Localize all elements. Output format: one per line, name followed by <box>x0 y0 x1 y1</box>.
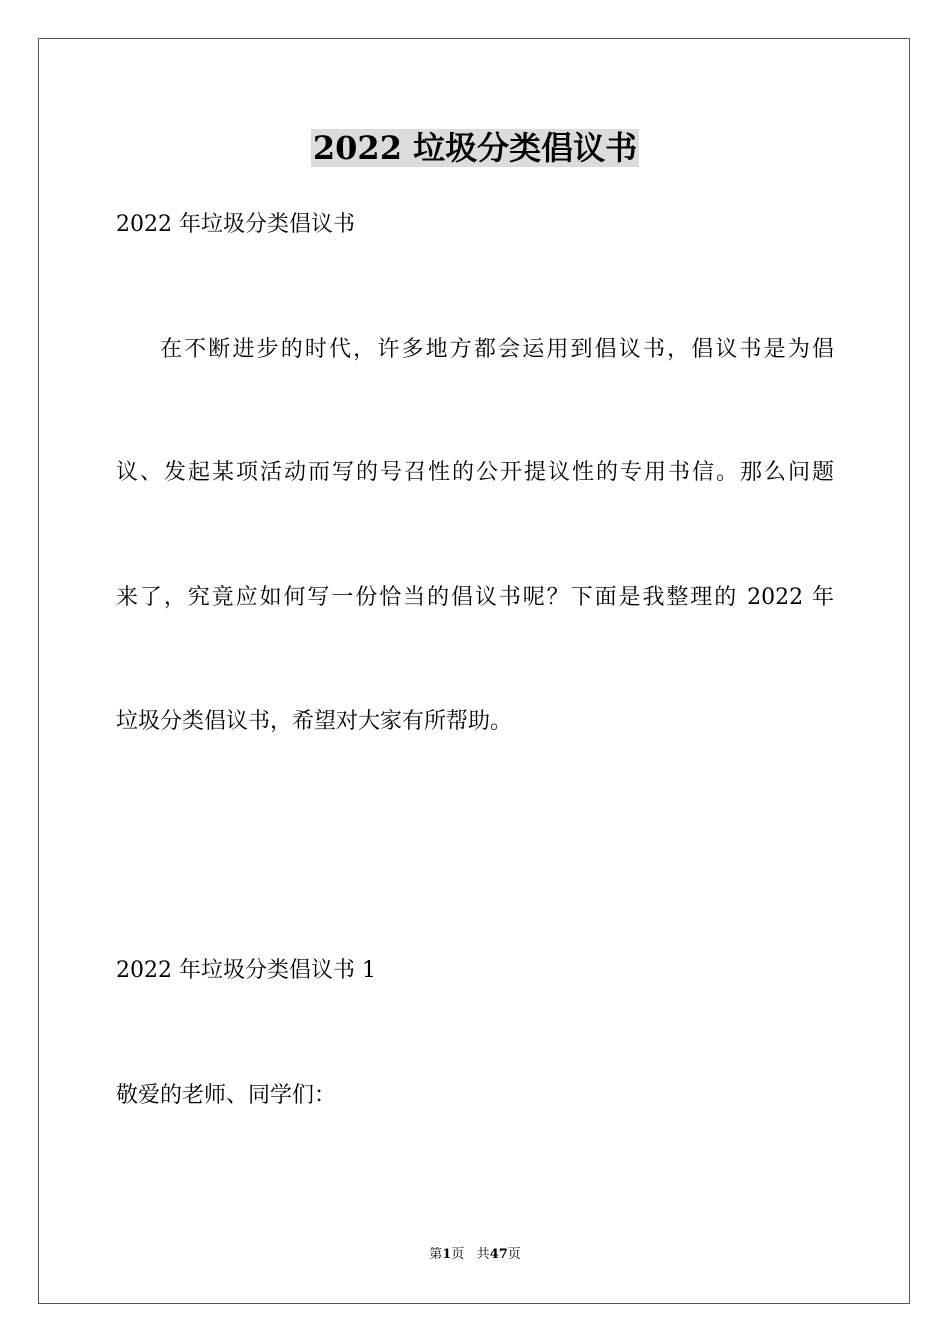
document-subtitle: 2022 年垃圾分类倡议书 <box>116 212 355 237</box>
intro-line-3: 来了，究竟应如何写一份恰当的倡议书呢？下面是我整理的 2022 年 <box>116 585 834 610</box>
intro-line-2: 议、发起某项活动而写的号召性的公开提议性的专用书信。那么问题 <box>116 460 834 485</box>
page-footer <box>0 1246 950 1264</box>
salutation: 敬爱的老师、同学们： <box>116 1083 337 1108</box>
document-title-text: 2022 垃圾分类倡议书 <box>312 129 638 167</box>
intro-line-4: 垃圾分类倡议书，希望对大家有所帮助。 <box>116 709 513 734</box>
footer-total-prefix: 共 <box>476 1247 490 1262</box>
intro-line-1: 在不断进步的时代，许多地方都会运用到倡议书，倡议书是为倡 <box>160 337 834 362</box>
footer-page-suffix: 页 <box>451 1247 465 1262</box>
document-title <box>0 126 950 170</box>
footer-page-prefix: 第 <box>429 1247 443 1262</box>
footer-page-number: 1 <box>442 1247 452 1262</box>
section-heading: 2022 年垃圾分类倡议书 1 <box>116 958 376 983</box>
footer-total-suffix: 页 <box>507 1247 521 1262</box>
footer-total-pages: 47 <box>489 1247 508 1262</box>
